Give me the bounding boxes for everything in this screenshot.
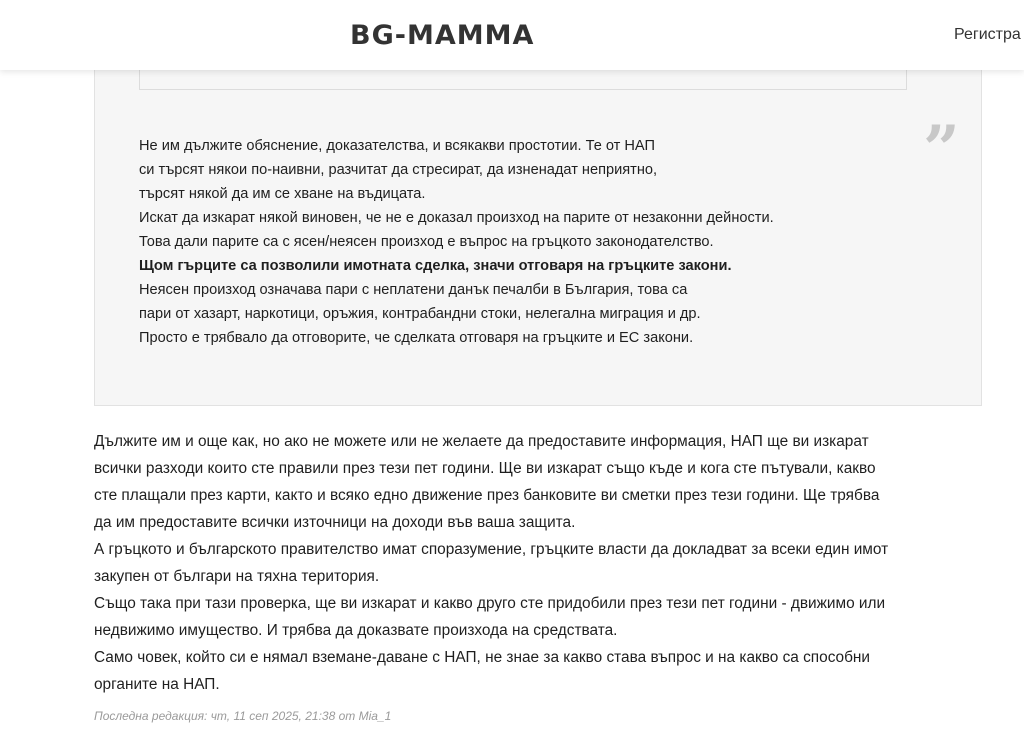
quote-line: Неясен произход означава пари с неплатени данък печалби в България, това са: [139, 282, 688, 298]
post-line: да им предоставите всички източници на доходи във ваша защита.: [94, 514, 576, 531]
register-link[interactable]: Регистра: [954, 26, 1021, 43]
nested-quote-edge: [139, 70, 907, 90]
post-line: А гръцкото и българското правителство имат споразумение, гръцките власти да докладват за всеки един имот: [94, 541, 889, 558]
quote-icon: ”: [923, 112, 954, 187]
post-line: органите на НАП.: [94, 676, 220, 693]
quote-line: Не им дължите обяснение, доказателства, и всякакви простотии. Те от НАП: [139, 138, 655, 154]
quote-line: Искат да изкарат някой виновен, че не е доказал произход на парите от незаконни дейности.: [139, 210, 774, 226]
quote-line: търсят някой да им се хване на въдицата.: [139, 186, 426, 202]
last-edit-note: Последна редакция: чт, 11 сеп 2025, 21:38 от Mia_1: [94, 709, 392, 723]
post-line: сте плащали през карти, както и всяко едно движение през банковите ви сметки през тези години. Ще трябва: [94, 487, 880, 504]
site-logo[interactable]: BG-MAMMA: [350, 20, 535, 51]
quote-block: [94, 70, 982, 406]
quote-line: Просто е трябвало да отговорите, че сделката отговаря на гръцките и ЕС закони.: [139, 330, 694, 346]
post-line: недвижимо имущество. И трябва да доказвате произхода на средствата.: [94, 622, 618, 639]
quote-line-bold: Щом гърците са позволили имотната сделка, значи отговаря на гръцките закони.: [139, 258, 732, 274]
post-line: всички разходи които сте правили през тези пет години. Ще ви изкарат също къде и кога сте пътували, какво: [94, 460, 876, 477]
post-line: Само човек, който си е нямал вземане-даване с НАП, не знае за какво става въпрос и на какво са способни: [94, 649, 871, 666]
site-header: [0, 0, 1024, 70]
post-line: закупен от българи на тяхна територия.: [94, 568, 380, 585]
post-line: Дължите им и още как, но ако не можете или не желаете да предоставите информация, НАП ще ви изкарат: [94, 433, 869, 450]
quote-text: [139, 134, 909, 350]
post-line: Също така при тази проверка, ще ви изкарат и какво друго сте придобили през тези пет години - движимо или: [94, 595, 886, 612]
quote-line: пари от хазарт, наркотици, оръжия, контрабандни стоки, нелегална миграция и др.: [139, 306, 701, 322]
post-body: [94, 428, 994, 698]
quote-line: Това дали парите са с ясен/неясен произход е въпрос на гръцкото законодателство.: [139, 234, 714, 250]
quote-line: си търсят някои по-наивни, разчитат да стресират, да изненадат неприятно,: [139, 162, 658, 178]
